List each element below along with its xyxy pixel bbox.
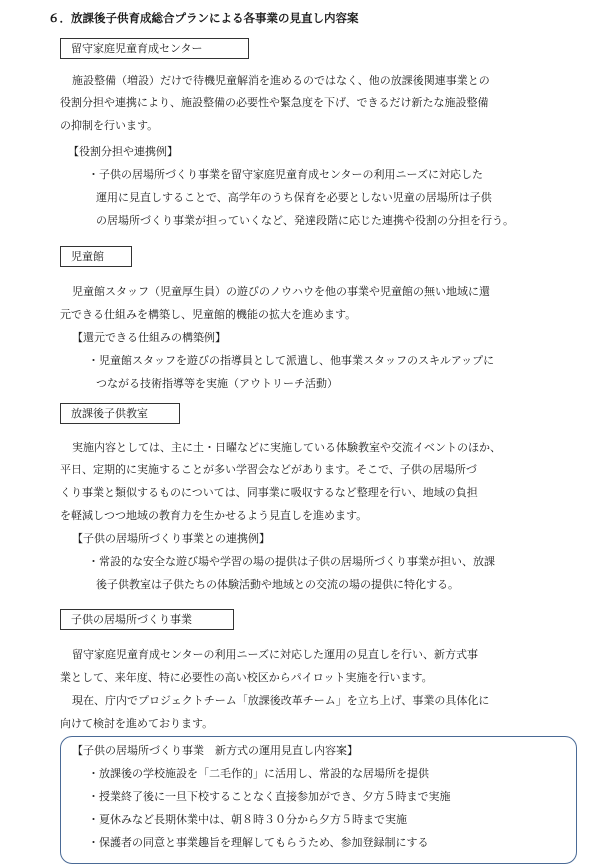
sec2-bullet-line-2: つながる技術指導等を実施（アウトリーチ活動） bbox=[96, 377, 338, 390]
sec3-bullet-line-2: 後子供教室は子供たちの体験活動や地域との交流の場の提供に特化する。 bbox=[96, 578, 459, 591]
sec2-subheading: 【還元できる仕組みの構築例】 bbox=[72, 331, 226, 344]
sec1-paragraph-line-1: 施設整備（増設）だけで待機児童解消を進めるのではなく、他の放課後関連事業との bbox=[72, 74, 490, 87]
sec1-bullet-line-3: の居場所づくり事業が担っていくなど、発達段階に応じた連携や役割の分担を行う。 bbox=[96, 214, 514, 227]
sec2-paragraph-line-1: 児童館スタッフ（児童厚生員）の遊びのノウハウを他の事業や児童館の無い地域に還 bbox=[72, 285, 490, 298]
sec1-paragraph-line-2: 役割分担や連携により、施設整備の必要性や緊急度を下げ、できるだけ新たな施設整備 bbox=[60, 96, 489, 109]
section-label-ibasho-zukuri: 子供の居場所づくり事業 bbox=[60, 609, 234, 630]
sec1-subheading: 【役割分担や連携例】 bbox=[68, 145, 178, 158]
sec3-paragraph-line-3: くり事業と類似するものについては、同事業に吸収するなど整理を行い、地域の負担 bbox=[60, 486, 478, 499]
section-label-jidokan: 児童館 bbox=[60, 246, 132, 267]
proposal-item-1: ・放課後の学校施設を「二毛作的」に活用し、常設的な居場所を提供 bbox=[88, 767, 429, 780]
sec1-bullet-line-2: 運用に見直しすることで、高学年のうち保育を必要としない児童の居場所は子供 bbox=[96, 191, 492, 204]
sec3-paragraph-line-2: 平日、定期的に実施することが多い学習会などがあります。そこで、子供の居場所づ bbox=[60, 463, 477, 476]
proposal-item-4: ・保護者の同意と事業趣旨を理解してもらうため、参加登録制にする bbox=[88, 836, 429, 849]
sec3-subheading: 【子供の居場所づくり事業との連携例】 bbox=[72, 532, 270, 545]
sec4-paragraph-line-4: 向けて検討を進めております。 bbox=[60, 717, 214, 730]
sec2-bullet-line-1: ・児童館スタッフを遊びの指導員として派遣し、他事業スタッフのスキルアップに bbox=[88, 354, 495, 367]
sec3-bullet-line-1: ・常設的な安全な遊び場や学習の場の提供は子供の居場所づくり事業が担い、放課 bbox=[88, 555, 495, 568]
sec3-paragraph-line-1: 実施内容としては、主に土・日曜などに実施している体験教室や交流イベントのほか、 bbox=[72, 441, 501, 454]
proposal-item-2: ・授業終了後に一旦下校することなく直接参加ができ、夕方５時まで実施 bbox=[88, 790, 451, 803]
sec1-paragraph-line-3: の抑制を行います。 bbox=[60, 119, 159, 132]
sec4-paragraph-line-3: 現在、庁内でプロジェクトチーム「放課後改革チーム」を立ち上げ、事業の具体化に bbox=[72, 694, 490, 707]
sec1-bullet-line-1: ・子供の居場所づくり事業を留守家庭児童育成センターの利用ニーズに対応した bbox=[88, 168, 484, 181]
sec4-paragraph-line-2: 業として、来年度、特に必要性の高い校区からパイロット実施を行います。 bbox=[60, 671, 433, 684]
sec4-paragraph-line-1: 留守家庭児童育成センターの利用ニーズに対応した運用の見直しを行い、新方式事 bbox=[72, 648, 479, 661]
proposal-box-title: 【子供の居場所づくり事業 新方式の運用見直し内容案】 bbox=[72, 744, 358, 757]
page-title: ６．放課後子供育成総合プランによる各事業の見直し内容案 bbox=[48, 11, 359, 25]
sec2-paragraph-line-2: 元できる仕組みを構築し、児童館的機能の拡大を進めます。 bbox=[60, 308, 357, 321]
sec3-paragraph-line-4: を軽減しつつ地域の教育力を生かせるよう見直しを進めます。 bbox=[60, 509, 368, 522]
section-label-houkago-kodomo-kyoshitsu: 放課後子供教室 bbox=[60, 403, 180, 424]
proposal-item-3: ・夏休みなど長期休業中は、朝８時３０分から夕方５時まで実施 bbox=[88, 813, 407, 826]
section-label-ikusei-center: 留守家庭児童育成センター bbox=[60, 38, 249, 59]
